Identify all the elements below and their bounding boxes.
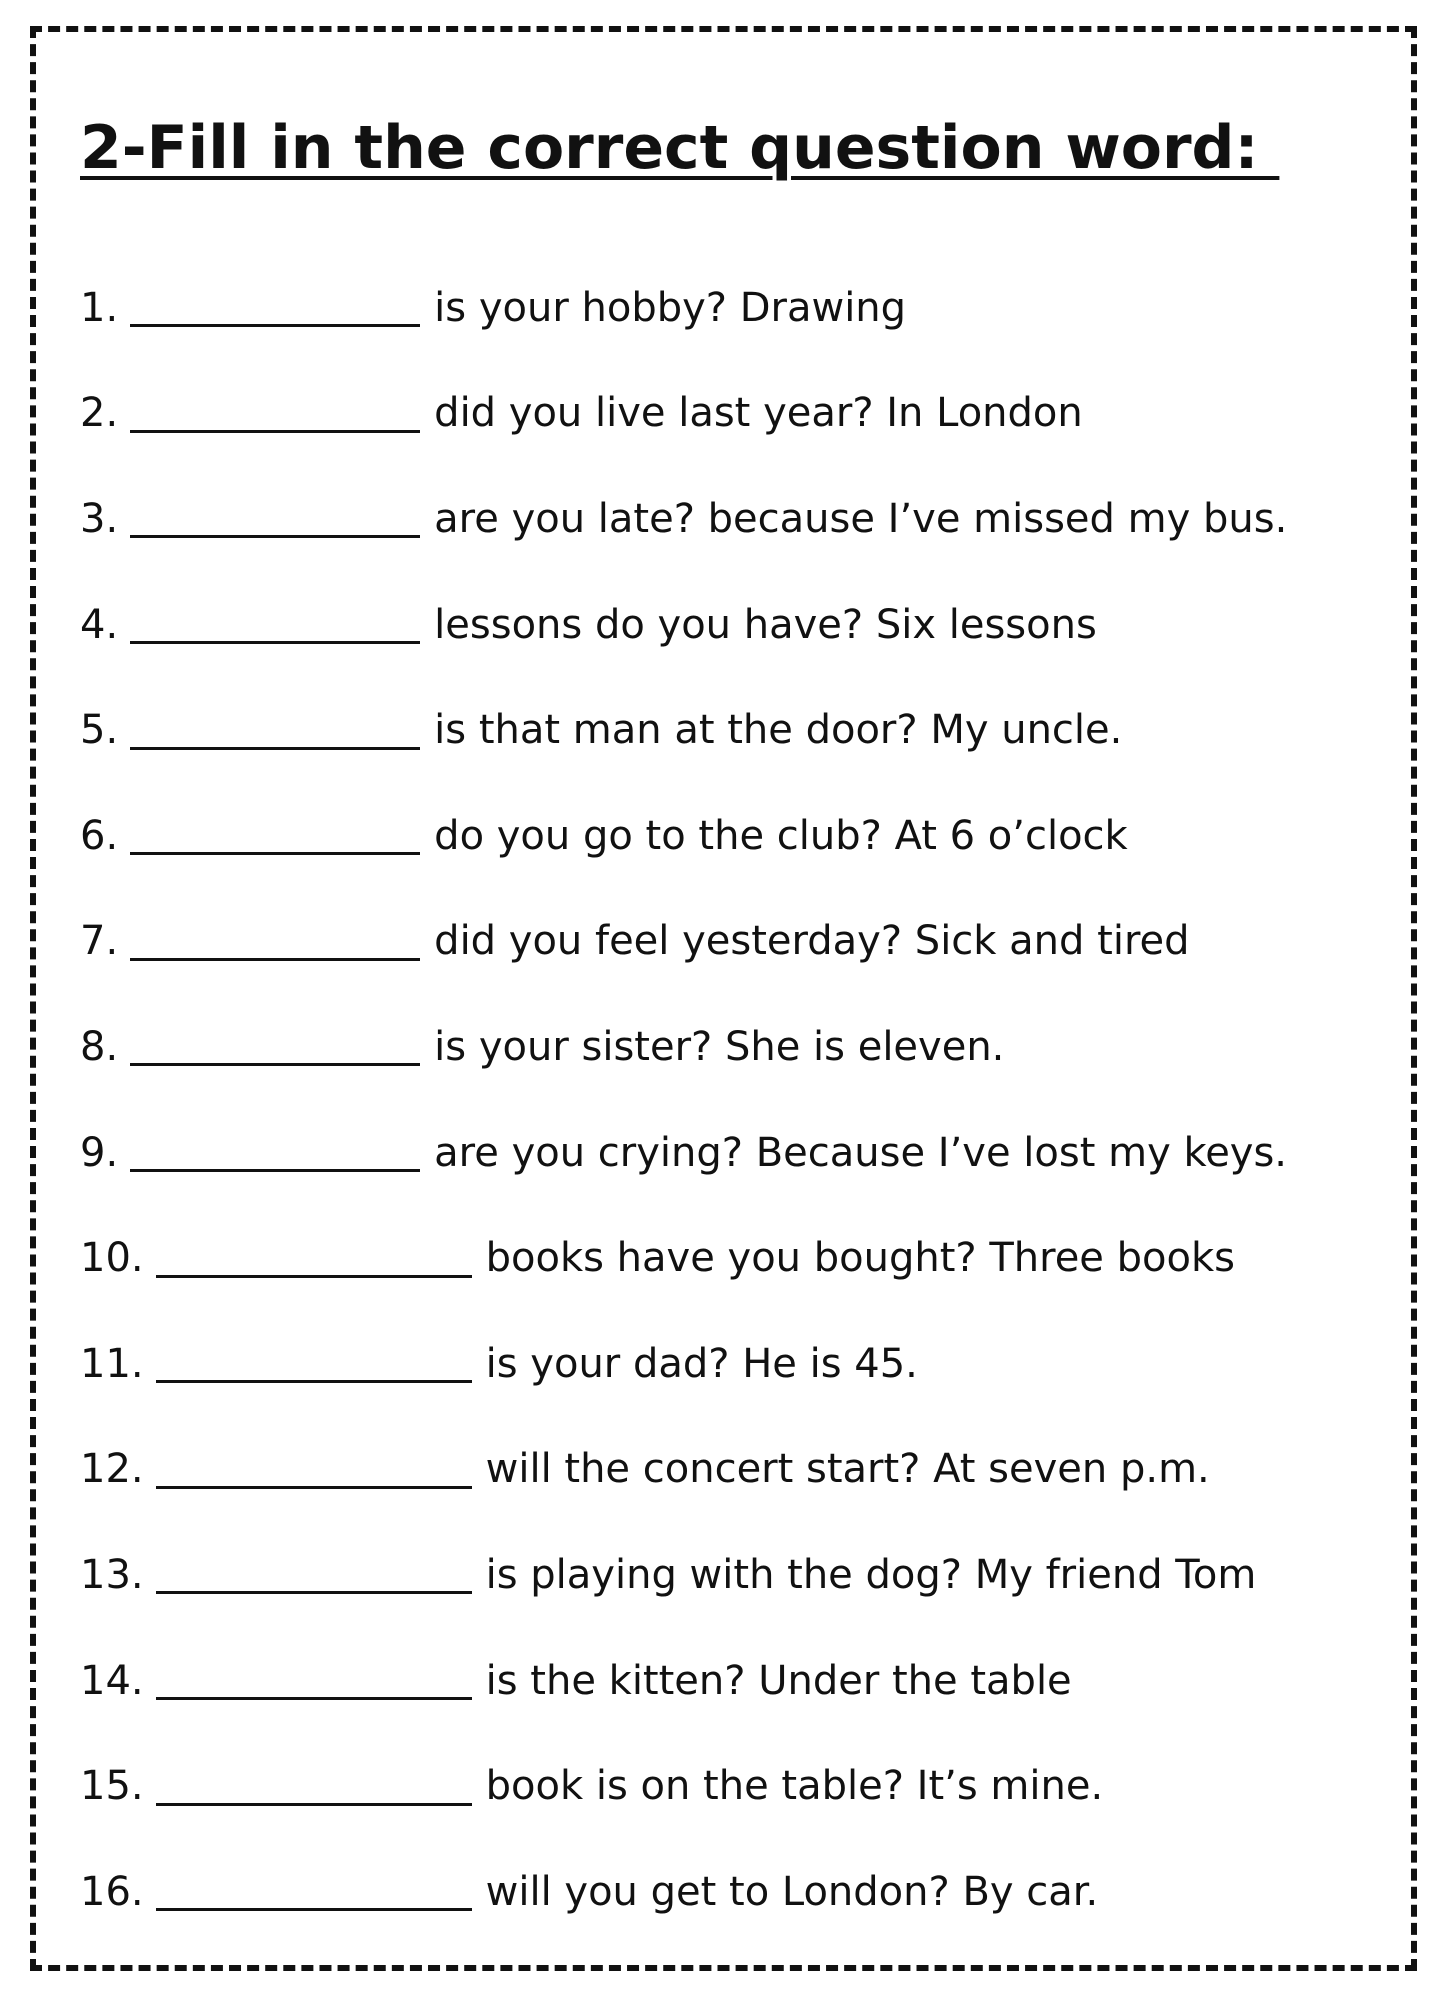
page-title: 2-Fill in the correct question word:: [80, 113, 1280, 183]
question-item: [80, 361, 1287, 467]
question-text: is the kitten? Under the table: [485, 1657, 1072, 1704]
question-text: will you get to London? By car.: [485, 1868, 1099, 1915]
answer-blank[interactable]: [130, 707, 420, 750]
question-item: [80, 677, 1287, 783]
question-item: [80, 572, 1287, 678]
answer-blank[interactable]: [130, 812, 420, 855]
answer-blank[interactable]: [130, 284, 420, 327]
question-number: 3.: [80, 495, 119, 542]
answer-blank[interactable]: [156, 1446, 472, 1489]
question-item: [80, 1311, 1287, 1417]
question-text: do you go to the club? At 6 o’clock: [434, 812, 1128, 859]
question-item: [80, 1205, 1287, 1311]
answer-blank[interactable]: [130, 918, 420, 961]
question-number: 5.: [80, 707, 119, 754]
question-item: [80, 1628, 1287, 1734]
question-number: 2.: [80, 390, 119, 437]
question-item: [80, 889, 1287, 995]
answer-blank[interactable]: [156, 1340, 472, 1383]
question-text: is playing with the dog? My friend Tom: [485, 1551, 1257, 1598]
question-item: [80, 783, 1287, 889]
question-text: lessons do you have? Six lessons: [434, 601, 1097, 648]
answer-blank[interactable]: [130, 495, 420, 538]
question-number: 15.: [80, 1763, 144, 1810]
question-text: did you feel yesterday? Sick and tired: [434, 918, 1190, 965]
answer-blank[interactable]: [130, 1023, 420, 1066]
question-item: [80, 1839, 1287, 1945]
question-text: is your dad? He is 45.: [485, 1340, 918, 1387]
question-number: 8.: [80, 1023, 119, 1070]
question-item: [80, 1733, 1287, 1839]
question-number: 14.: [80, 1657, 144, 1704]
question-number: 4.: [80, 601, 119, 648]
question-text: is that man at the door? My uncle.: [434, 707, 1123, 754]
question-item: [80, 255, 1287, 361]
question-number: 13.: [80, 1551, 144, 1598]
answer-blank[interactable]: [130, 390, 420, 433]
question-item: [80, 466, 1287, 572]
question-text: is your sister? She is eleven.: [434, 1023, 1005, 1070]
question-number: 7.: [80, 918, 119, 965]
answer-blank[interactable]: [156, 1551, 472, 1594]
answer-blank[interactable]: [156, 1868, 472, 1911]
answer-blank[interactable]: [156, 1235, 472, 1278]
question-text: is your hobby? Drawing: [434, 284, 907, 331]
answer-blank[interactable]: [130, 1129, 420, 1172]
question-text: did you live last year? In London: [434, 390, 1083, 437]
answer-blank[interactable]: [130, 601, 420, 644]
question-text: books have you bought? Three books: [485, 1235, 1235, 1282]
question-item: [80, 994, 1287, 1100]
question-number: 9.: [80, 1129, 119, 1176]
question-number: 1.: [80, 284, 119, 331]
question-item: [80, 1522, 1287, 1628]
answer-blank[interactable]: [156, 1763, 472, 1806]
question-text: are you crying? Because I’ve lost my keys.: [434, 1129, 1288, 1176]
question-number: 16.: [80, 1868, 144, 1915]
question-item: [80, 1417, 1287, 1523]
question-number: 11.: [80, 1340, 144, 1387]
question-text: are you late? because I’ve missed my bus.: [434, 495, 1288, 542]
question-text: book is on the table? It’s mine.: [485, 1763, 1104, 1810]
question-number: 10.: [80, 1235, 144, 1282]
question-number: 6.: [80, 812, 119, 859]
question-list: [80, 255, 1287, 1945]
answer-blank[interactable]: [156, 1657, 472, 1700]
question-item: [80, 1100, 1287, 1206]
question-text: will the concert start? At seven p.m.: [485, 1446, 1210, 1493]
question-number: 12.: [80, 1446, 144, 1493]
